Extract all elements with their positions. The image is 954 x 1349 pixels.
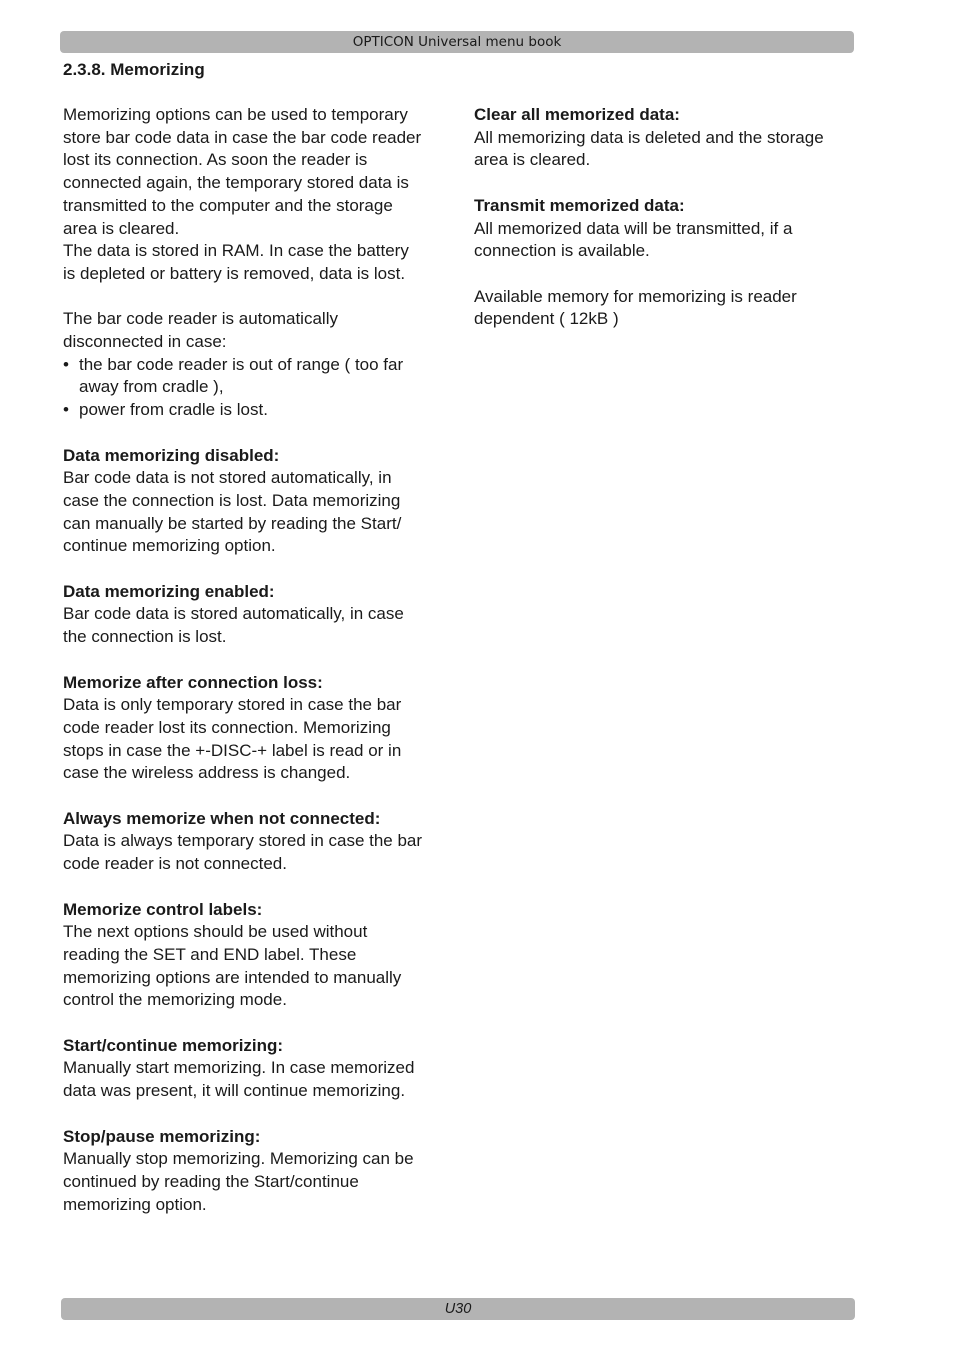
page-footer <box>61 1298 855 1320</box>
text-line: • power from cradle is lost. <box>79 400 268 420</box>
text-line: store bar code data in case the bar code reader <box>63 127 422 147</box>
text-line: can manually be started by reading the Start/ <box>63 513 402 533</box>
text-line: connected again, the temporary stored data is <box>63 173 409 193</box>
option-memorize-after-connection-loss <box>63 672 448 786</box>
text-line: case the wireless address is changed. <box>63 763 351 783</box>
option-data-memorizing-enabled <box>63 581 448 649</box>
intro-paragraph <box>63 104 448 286</box>
text-line: Data is only temporary stored in case the bar <box>63 695 402 715</box>
text-line: Manually stop memorizing. Memorizing can be <box>63 1149 414 1169</box>
left-column <box>63 104 448 1216</box>
option-data-memorizing-disabled <box>63 445 448 559</box>
text-line: away from cradle ), <box>79 377 224 397</box>
option-heading: Clear all memorized data: <box>474 105 680 124</box>
text-line: Available memory for memorizing is reader <box>474 286 797 306</box>
section-title: 2.3.8. Memorizing <box>63 60 205 79</box>
option-heading: Stop/pause memorizing: <box>63 1126 261 1146</box>
text-line: stops in case the +-DISC-+ label is read or in <box>63 740 402 760</box>
text-line: memorizing options are intended to manually <box>63 967 402 987</box>
text-line: Bar code data is stored automatically, in case <box>63 604 404 624</box>
option-heading: Start/continue memorizing: <box>63 1035 284 1055</box>
text-line: continue memorizing option. <box>63 536 276 556</box>
text-line: area is cleared. <box>474 150 591 170</box>
option-clear-all-memorized-data <box>474 104 864 172</box>
page-header <box>60 31 854 53</box>
text-line: Bar code data is not stored automatically, in <box>63 468 392 488</box>
text-line: memorizing option. <box>63 1194 207 1214</box>
text-line: Data is always temporary stored in case the bar <box>63 831 423 851</box>
disconnect-list <box>63 354 448 422</box>
option-heading: Data memorizing disabled: <box>63 445 280 465</box>
text-line: reading the SET and END label. These <box>63 944 357 964</box>
option-heading: Transmit memorized data: <box>474 195 685 215</box>
text-line: data was present, it will continue memorizing. <box>63 1081 406 1101</box>
text-line: All memorizing data is deleted and the storage <box>474 127 824 147</box>
text-line: lost its connection. As soon the reader is <box>63 150 368 170</box>
option-memorize-control-labels <box>63 899 448 1013</box>
text-line: The next options should be used without <box>63 922 368 942</box>
text-line: code reader lost its connection. Memorizing <box>63 717 391 737</box>
text-line: disconnected in case: <box>63 332 227 352</box>
text-line: • the bar code reader is out of range ( too far <box>79 354 404 374</box>
text-line: area is cleared. <box>63 218 180 238</box>
header-title: OPTICON Universal menu book <box>352 34 562 50</box>
right-column <box>474 104 864 331</box>
option-heading: Always memorize when not connected: <box>63 808 381 828</box>
page-number: U30 <box>444 1301 472 1317</box>
text-line: the connection is lost. <box>63 627 227 647</box>
text-line: continued by reading the Start/continue <box>63 1171 359 1191</box>
list-item <box>63 354 448 399</box>
option-stop-pause-memorizing <box>63 1126 448 1217</box>
text-line: The data is stored in RAM. In case the battery <box>63 241 409 261</box>
memory-note <box>474 286 864 331</box>
option-transmit-memorized-data <box>474 195 864 263</box>
text-line: code reader is not connected. <box>63 854 287 874</box>
text-line: dependent ( 12kB ) <box>474 309 619 329</box>
option-always-memorize <box>63 808 448 876</box>
text-line: connection is available. <box>474 241 650 261</box>
list-item <box>63 399 448 422</box>
text-line: All memorized data will be transmitted, if a <box>474 218 793 238</box>
text-line: transmitted to the computer and the storage <box>63 195 393 215</box>
text-line: is depleted or battery is removed, data is lost. <box>63 263 406 283</box>
option-heading: Memorize control labels: <box>63 899 263 919</box>
text-line: Manually start memorizing. In case memorized <box>63 1058 415 1078</box>
auto-disconnect-paragraph <box>63 308 448 422</box>
option-heading: Data memorizing enabled: <box>63 581 275 601</box>
text-line: case the connection is lost. Data memorizing <box>63 490 401 510</box>
text-line: The bar code reader is automatically <box>63 309 338 329</box>
text-line: Memorizing options can be used to temporary <box>63 105 408 124</box>
text-line: control the memorizing mode. <box>63 990 287 1010</box>
option-heading: Memorize after connection loss: <box>63 672 323 692</box>
option-start-continue-memorizing <box>63 1035 448 1103</box>
